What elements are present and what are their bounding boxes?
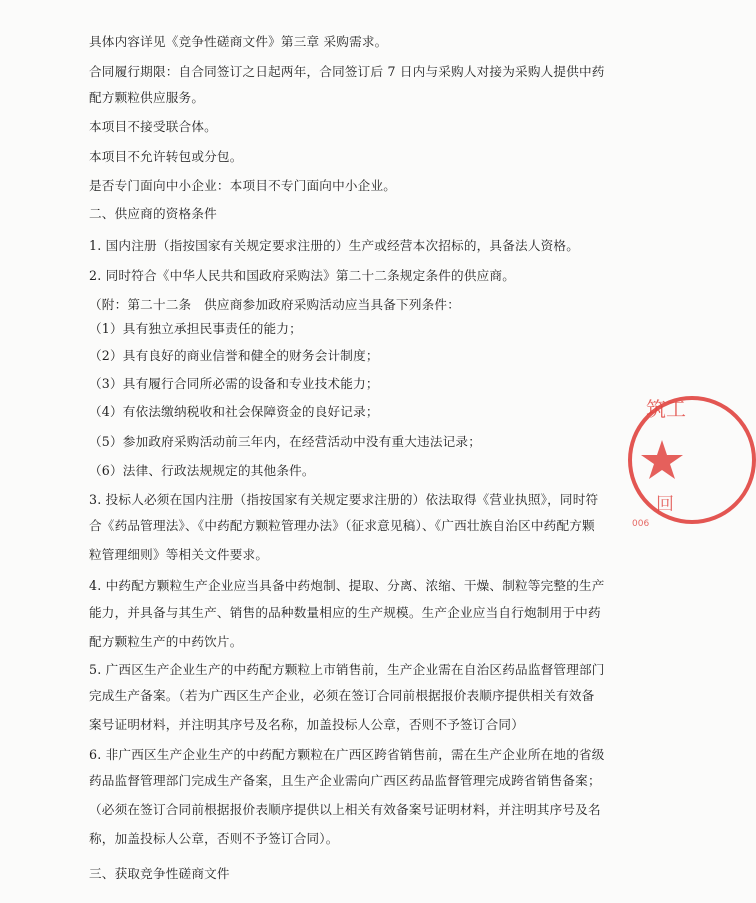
text-line: 5. 广西区生产企业生产的中药配方颗粒上市销售前，生产企业需在自治区药品监督管理部门 [89, 662, 605, 677]
text-line: 本项目不接受联合体。 [89, 119, 217, 134]
text-line: 称，加盖投标人公章，否则不予签订合同）。 [89, 831, 339, 846]
text-line: 合同履行期限：自合同签订之日起两年，合同签订后 7 日内与采购人对接为采购人提供中药 [89, 64, 605, 79]
text-line: 能力，并具备与其生产、销售的品种数量相应的生产规模。生产企业应当自行炮制用于中药 [89, 605, 601, 620]
text-line: （1）具有独立承担民事责任的能力； [89, 321, 302, 336]
text-line: 4. 中药配方颗粒生产企业应当具备中药炮制、提取、分离、浓缩、干燥、制粒等完整的生产 [89, 578, 605, 593]
text-line: 是否专门面向中小企业：本项目不专门面向中小企业。 [89, 178, 397, 193]
text-line: （4）有依法缴纳税收和社会保障资金的良好记录； [89, 404, 379, 419]
seal-side-mark: 回 [656, 494, 674, 515]
text-line: 2. 同时符合《中华人民共和国政府采购法》第二十二条规定条件的供应商。 [89, 268, 516, 283]
text-line: （6）法律、行政法规规定的其他条件。 [89, 463, 315, 478]
seal-star-icon [641, 440, 683, 479]
text-line: 具体内容详见《竞争性磋商文件》第三章 采购需求。 [89, 34, 388, 49]
text-line: 配方颗粒供应服务。 [89, 90, 205, 105]
text-line: 完成生产备案。（若为广西区生产企业，必须在签订合同前根据报价表顺序提供相关有效备 [89, 688, 595, 703]
text-line: 案号证明材料，并注明其序号及名称，加盖投标人公章，否则不予签订合同） [89, 717, 524, 732]
official-seal-stamp [626, 382, 756, 542]
text-line: （必须在签订合同前根据报价表顺序提供以上相关有效备案号证明材料，并注明其序号及名 [89, 802, 601, 817]
text-line: 配方颗粒生产的中药饮片。 [89, 634, 243, 649]
text-line: 粒管理细则》等相关文件要求。 [89, 547, 269, 562]
text-line: （附：第二十二条 供应商参加政府采购活动应当具备下列条件： [89, 297, 461, 312]
seal-top-text: 筑工 [646, 397, 686, 421]
text-line: 本项目不允许转包或分包。 [89, 149, 243, 164]
text-line: 1. 国内注册（指按国家有关规定要求注册的）生产或经营本次招标的，具备法人资格。 [89, 238, 579, 253]
text-line: 合《药品管理法》、《中药配方颗粒管理办法》（征求意见稿）、《广西壮族自治区中药配方颗 [89, 518, 595, 533]
text-line: （5）参加政府采购活动前三年内，在经营活动中没有重大违法记录； [89, 434, 482, 449]
text-line: （2）具有良好的商业信誉和健全的财务会计制度； [89, 348, 379, 363]
text-line: 6. 非广西区生产企业生产的中药配方颗粒在广西区跨省销售前，需在生产企业所在地的省级 [89, 747, 605, 762]
text-line: （3）具有履行合同所必需的设备和专业技术能力； [89, 376, 379, 391]
text-line: 3. 投标人必须在国内注册（指按国家有关规定要求注册的）依法取得《营业执照》，同时符 [89, 492, 599, 507]
text-line: 药品监督管理部门完成生产备案，且生产企业需向广西区药品监督管理完成跨省销售备案； [89, 773, 601, 788]
section-heading: 二、供应商的资格条件 [89, 206, 217, 221]
section-heading: 三、获取竞争性磋商文件 [89, 866, 230, 881]
seal-bottom-text: 006 [632, 519, 650, 529]
